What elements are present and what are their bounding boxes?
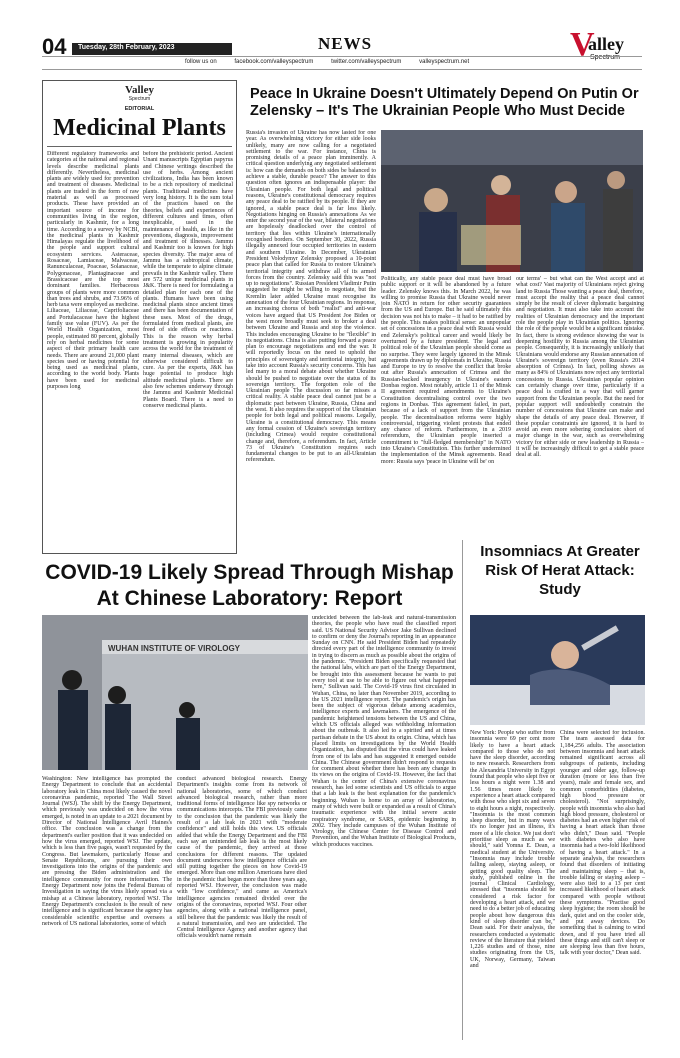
institute-sign: WUHAN INSTITUTE OF VIROLOGY: [108, 644, 240, 653]
facebook-link[interactable]: facebook.com/valleyspectrum: [234, 59, 314, 65]
column-divider: [462, 540, 463, 1040]
editorial-tag: EDITORIAL: [124, 106, 155, 112]
covid-headline: COVID-19 Likely Spread Through Mishap At Chinese Laboratory: Report: [45, 561, 454, 610]
website-link[interactable]: valleyspectrum.net: [419, 59, 470, 65]
editorial-logo: [43, 84, 236, 102]
editorial-logo-name: Valley: [125, 84, 154, 96]
editorial-column-1: Different regulatory frameworks and categories at the national and regional levels describe medicinal plants differently. Nevertheless, medicinal plants are widely used for prevention and treatment of diseases. Medicinal plants are traded in the form of raw material as well as processed products. These have provided an important source of income for communities living in the region, particularly in Kashmir, for a long time. According to a survey by NCBI, the medicinal plants in Kashmir Himalayas regulate the livelihood of the people and support cultural ecosystem services. Asteraceae, Rosaceae, Lamiaceae, Malvaceae, Ranunculaceae, Poaceae, Solanaceae, Polygonaceae, Plantaginaceae and Brassicaceae are the top most dominant families. Herbaceous groups of plants were more common than trees and shrubs, and 73.96% of herb taxa were employed as medicine. Liliaceae, Liliaceae, Caprifoliaceae and Portulacaceae have the highest family use value (FUV). As per the World Health Organization, most people, estimated 80 percent, globally rely on herbal medicines for some aspect of their primary health care needs. There are around 21,000 plant species used or having potential for being used as medicinal plants, according to the world body. Plants have been used for medicinal purposes long: [47, 151, 139, 390]
editorial-logo-sub: Spectrum: [128, 96, 151, 102]
divider: [47, 146, 232, 147]
ukraine-column-3: our terms' – but what can the West accept and at what cost? Vast majority of Ukrainians reject giving land to Russia Those wanting a peace deal, therefore, must accept the reality that a peace deal cannot simply be the result of clever diplomatic bargaining and negotiation. It must also take into account the realities of Ukrainian democracy and the important role the people play in Ukrainian politics. Ignoring the role of the people would be a significant mistake. In fact, there is strong evidence showing the war is deepening hostility to Russia among the Ukrainian people. Consequently, it is increasingly unlikely that Ukrainians would endorse any Russian annexation of Ukraine's sovereign territory (even Russia's 2014 absorption of Crimea). In fact, polling shows as many as 84% of Ukrainians now reject any territorial concessions to Russia. Ukrainian popular opinion can certainly change over time, particularly if a peace deal is crafted in a way that will garner support from the Ukrainian people. But the need for popular support will undoubtedly constrain the number of concessions that Ukraine can make and shape the details of any peace deal. However, if these popular constraints are ignored, it is hard to avoid an even more sobering conclusion: short of major change in the war, such as overwhelming victory for either side or new leadership in Russia – it will be increasingly difficult to get a stable peace deal at all.: [516, 276, 644, 459]
covid-column-2: conduct advanced biological research. Energy Department's insights come from its network of national laboratories, some of which conduct advanced biological research, rather than more traditional forms of intelligence like spy networks or communications intercepts. The FBI previously came to the conclusion that the pandemic was likely the result of a lab leak in 2021 with "moderate confidence" and still holds this view. US officials added that while the Energy Department and the FBI each say an unintended lab leak is the most likely cause of the pandemic, they arrived at those conclusions for different reasons. The updated document underscores how intelligence officials are still putting together the pieces on how Covid-19 emerged. More than one million Americans have died in the pandemic that began more than three years ago, reported WSJ. However, the conclusion was made with "low confidence," and came as America's intelligence agencies remained divided over the origins of the coronavirus, reported WSJ. Four other agencies, along with a national intelligence panel, still believe that the pandemic was likely the result of a natural transmission, and two are undecided. The Central Intelligence Agency and another agency that officials wouldn't name remain: [177, 776, 307, 940]
protest-crowd-image: [381, 130, 643, 272]
social-links: [185, 59, 485, 65]
logo-subtitle: Spectrum: [590, 54, 620, 61]
editorial-box: [42, 80, 237, 554]
ukraine-column-1: Russia's invasion of Ukraine has now lasted for one year. As overwhelming victory for either side looks unlikely, many are now calling for a negotiated settlement to the war. For instance, China is promising details of a peace plan imminently. A critical question underlying any negotiated settlement is: how can the demands on both sides be balanced to achieve a stable, durable peace? The answer to this question often ignores an indispensable player: the Ukrainian people. For both legal and political reasons, Ukraine's constitutional democracy requires any peace deal to be ratified by its people. If they are ignored, a stable peace deal is far less likely. Negotiations hinging on Russia's annexations As we enter the second year of the war, bilateral negotiations are hopelessly deadlocked over the control of territory that lies within Ukraine's internationally recognised borders. On September 30, 2022, Russia illegally annexed four occupied territories in eastern and southern Ukraine. In December, Ukrainian President Volodymyr Zelensky proposed a 10-point peace plan that called for Russia to restore Ukraine's territorial integrity and withdraw all of its armed forces from the country. Zelensky said this was "not up to negotiations". Russian President Vladimir Putin suggested he might be willing to negotiate, but the Kremlin later added Ukraine must recognise its annexation of the four Ukrainian regions. In response, an increasing chorus of both "realist" and anti-war voices have argued that US President Joe Biden or the west more broadly must seek to broker a deal between Ukraine and Russia and stop the violence. This includes encouraging Ukraine to be "flexible" in its negotiations. China is also putting forward a peace plan to encourage negotiations and end the war. It will reportedly focus on the need to uphold the principles of sovereignty and territorial integrity, but take into account Russia's security concerns. This has led many to a moral debate about whether Ukraine should be pushed to negotiate over the status of its sovereign territory. The forgotten role of the Ukrainian people The discussion so far misses a critical reality. A stable peace deal cannot just be a diplomatic pact between Ukraine, Russia, China and the west. It also requires the support of the Ukrainian people for both legal and political reasons. Legally, Ukraine is a constitutional democracy. This means any formal cession of Ukraine's sovereign territory (including Crimea) would require constitutional change and, therefore, a referendum. In fact, Article 73 of Ukraine's Constitution requires such fundamental changes to be put to an all-Ukrainian referendum.: [246, 130, 376, 464]
header-rule: [42, 69, 642, 70]
masthead-logo: [570, 26, 662, 66]
editorial-column-2: before the prehistoric period. Ancient Unani manuscripts Egyptian papyrus and Chinese writings described the use of herbs. Among ancient civilizations, India has been known to be a rich repository of medicinal plants. Traditional medicines have very long history. It is the sum total of the practices based on the theories, beliefs and experiences of different cultures and times, often inexplicable, used in the maintenance of health, as like in the preventions, diagnosis, improvement and treatment of illnesses. Jammu and Kashmir too is known for high species diversity. The major area of Jammu has a subtropical climate, while the temperate to alpine climate prevails in the Kashmir valley. There are 572 unique medicinal plants in J&K. There is need for formulating a detailed plan for each one of the plants. Humans have been using medicinal plants since ancient times and there has been documentation of these uses. Most of the drugs, formulated from medical plants, are freed of side effects or reactions. This is the reason why herbal treatment is growing in popularity across the world for the treatment of many internal diseases, which are otherwise considered difficult to cure. As per the experts, J&K has huge potential to produce high altitude medicinal plants. There are also few schemes underway through the Jammu and Kashmir Medicinal Plants Board. There is a need to conserve medicinal plants.: [143, 151, 233, 409]
twitter-link[interactable]: twitter.com/valleyspectrum: [331, 59, 402, 65]
ukraine-headline: Peace In Ukraine Doesn't Ultimately Depend On Putin Or Zelensky – It's The Ukrainian People Who Must Decide: [250, 86, 639, 119]
section-title: NEWS: [318, 34, 373, 53]
page-number: 04: [42, 34, 67, 59]
insomnia-column-1: New York: People who suffer from insomnia were 69 per cent more likely to have a heart attack compared to those who do not have the sleep disorder, according to new research. Researchers from the Alexandria University in Egypt found that people who slept five or less hours a night were 1.38 and 1.56 times more likely to experience a heart attack compared with those who slept six and seven to eight hours a night, respectively. "Insomnia is the most common sleep disorder, but in many ways it's no longer just an illness, it's more of a life choice. We just don't prioritise sleep as much as we should," said Yomna E. Dean, a medical student at the University. "Insomnia may include trouble falling asleep, staying asleep, or getting good quality sleep. The study, published online in the journal Clinical Cardiology, stressed that "insomnia should be considered a risk factor for developing a heart attack, and we need to do a better job of educating people about how dangerous this kind of sleep disorder can be," Dean said. For their analysis, the researchers conducted a systematic review of the literature that yielded 1,226 studies and of those, nine studies originating from the US, UK, Norway, Germany, Taiwan and: [470, 730, 555, 969]
follow-us-label: follow us on: [185, 59, 217, 65]
ukraine-photo: [381, 130, 643, 272]
logo-v: V: [570, 26, 595, 63]
logo-name: alley: [588, 34, 624, 54]
ukraine-column-2: Politically, any stable peace deal must have broad public support or it will be abandoned by a future leader. Zelensky knows this. In March 2022, he was willing to promise Russia that Ukraine would never join NATO in return for other security guarantees from the US and Europe. But he said ultimately this decision was not his to make – it had to be ratified by the people. This makes political sense: an unpopular set of concessions in a peace deal with Russia would end Zelensky's political career and would likely be overturned by a future president. The legal and political role of the Ukrainian people should come as no surprise. They were largely ignored in the Minsk agreements drawn up by diplomats in Ukraine, Russia and Europe to try to resolve the conflict that broke out after Russia's annexation of Crimea and the Russian-backed insurgency in Ukraine's eastern Donbas region. Most notably, article 11 of the Minsk II agreement required amendments to Ukraine's Constitution decentralising control over the two regions in Donbas. This agreement failed, in part, because of a lack of support from the Ukrainian people. The decentralisation reforms were highly controversial, triggering violent protests that ended any chance of reform. Furthermore, in a 2019 referendum, the Ukrainian people inserted a commitment to "full-fledged membership" in NATO into Ukraine's Constitution. This further undermined the implementation of the Minsk agreements. Read more: Russia says 'peace in Ukraine will be' on: [381, 276, 511, 465]
insomnia-photo: [470, 615, 645, 725]
wuhan-institute-image: [42, 615, 308, 770]
header-rule: [42, 56, 642, 57]
covid-photo: [42, 615, 308, 770]
editorial-title: Medicinal Plants: [53, 115, 226, 141]
insomnia-headline: Insomniacs At Greater Risk Of Herat Attack: Study: [480, 543, 640, 598]
page-header: [0, 0, 680, 70]
covid-column-3: undecided between the lab-leak and natural-transmission theories, the people who have read the classified report said. US National Security Advisor Jake Sullivan declined to confirm or deny the Journal's reporting in an appearance Sunday on CNN. He said President Biden had repeatedly directed every part of the intelligence community to invest in trying to discern as much as possible about the origins of the pandemic. "President Biden specifically requested that the national labs, which are part of the Energy Department, be brought into this assessment because he wants to put every tool at use to be able to figure out what happened here," Sullivan said. The Covid-19 virus first circulated in Wuhan, China, no later than November 2019, according to the US 2021 intelligence report. The pandemic's origin has been the subject of vigorous debate among academics, intelligence experts and lawmakers. The emergence of the pandemic heightened tensions between the US and China, which US officials alleged was withholding information about the outbreak. It also led to a spirited and at times partisan debate in the US about its origin. China, which has placed limits on investigations by the World Health Organization, has disputed that the virus could have leaked from one of its labs and has suggested it emerged outside China. The Chinese government didn't respond to requests for comment about whether there has been any change in its views on the origins of Covid-19. However, the fact that Wuhan is the center of China's extensive coronavirus research, has led some scientists and US officials to argue that a lab leak is the best explanation for the pandemic's beginning. Wuhan is home to an array of laboratories, many of which were built or expanded as a result of China's traumatic experience with the initial severe acute respiratory syndrome, or SARS, epidemic beginning in 2002. They include campuses of the Wuhan Institute of Virology, the Chinese Center for Disease Control and Prevention, and the Wuhan Institute of Biological Products, which produces vaccines.: [312, 615, 456, 848]
date-bar: Tuesday, 28th February, 2023: [72, 43, 232, 55]
covid-column-1: Washington: New intelligence has prompted the Energy Department to conclude that an accidental laboratory leak in China most likely caused the novel coronavirus pandemic, reported The Wall Street Journal (WSJ). The shift by the Energy Department, which previously was undecided on how the virus emerged, is noted in an update to a 2021 document by Director of National Intelligence Avril Haines's office. The conclusion was a change from the department's earlier position that it was undecided on how the virus emerged, reported WSJ. The update, which is less than five pages, wasn't requested by the Congress. But lawmakers, particularly House and Senate Republicans, are pursuing their own investigations into the origins of the pandemic and are pressing the Biden administration and the intelligence community for more information. The Energy Department now joins the Federal Bureau of Investigation in saying the virus likely spread via a mishap at a Chinese laboratory, reported WSJ. The Energy Department's conclusion is the result of new intelligence and is significant because the agency has considerable scientific expertise and oversees a network of US national laboratories, some of which: [42, 776, 172, 927]
insomnia-column-2: China were selected for inclusion. The team assessed data for 1,184,256 adults. The association between insomnia and heart attack remained significant across all subgroups of patients, including younger and older age, follow-up duration (more or less than five years), male and female sex, and common comorbidities (diabetes, high blood pressure or cholesterol). "Not surprisingly, people with insomnia who also had high blood pressure, cholesterol or diabetes had an even higher risk of having a heart attack than those who didn't," Dean said. "People with diabetes who also have insomnia had a two-fold likelihood of having a heart attack." In a separate analysis, the researchers found that disorders of initiating and maintaining sleep – that is, trouble falling or staying asleep – were also tied to a 13 per cent increased likelihood of heart attack compared with people without these symptoms. "Practise good sleep hygiene; the room should be dark, quiet and on the cooler side, and put away devices. Do something that is calming to wind down, and if you have tried all these things and still can't sleep or are sleeping less than five hours, talk with your doctor," Dean said.: [560, 730, 645, 957]
sleepless-person-image: [470, 615, 645, 725]
